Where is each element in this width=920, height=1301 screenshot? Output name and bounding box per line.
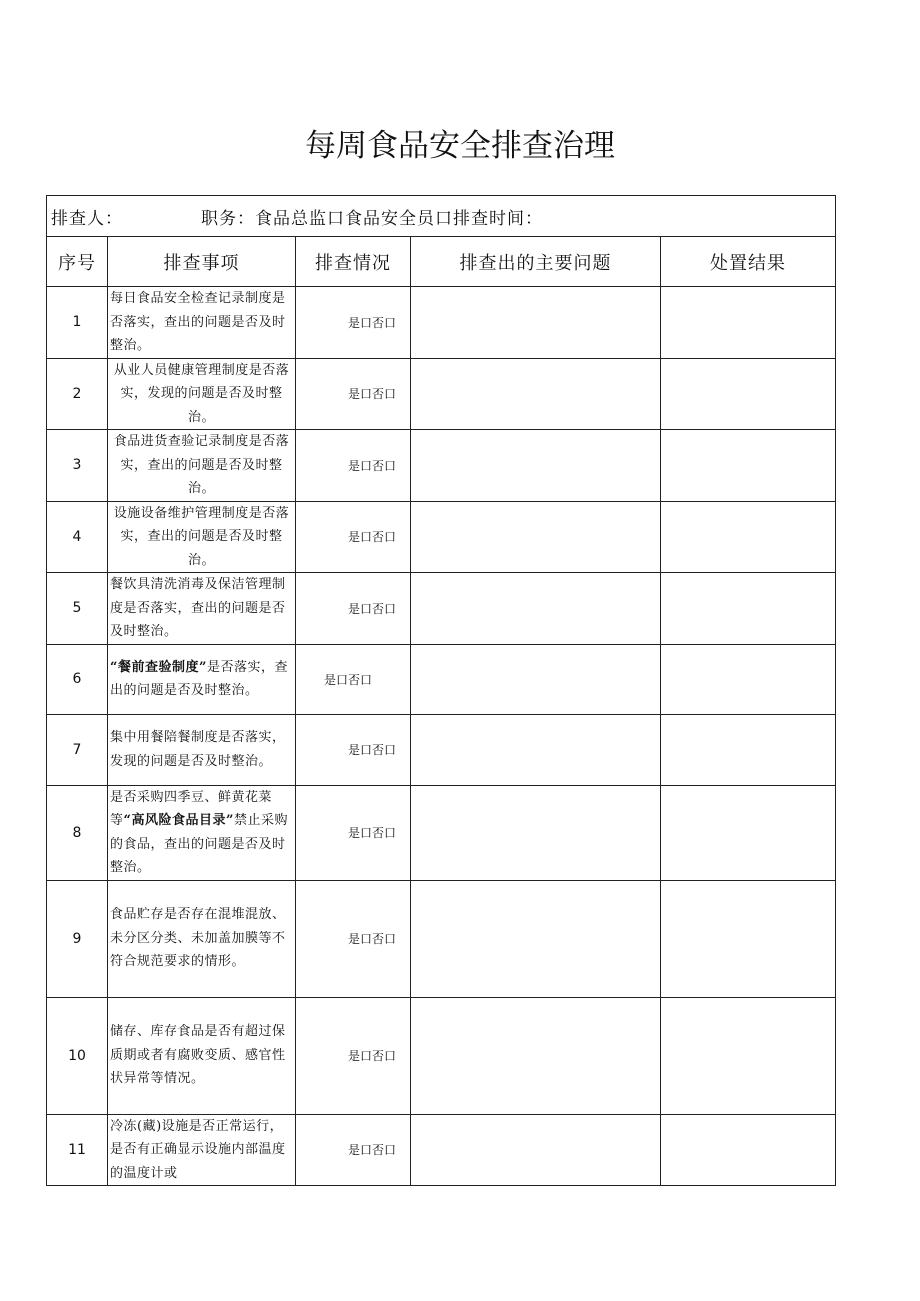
row-status: 是口否口 [296, 997, 411, 1114]
row-problems-cell[interactable] [411, 358, 661, 430]
row-problems-cell[interactable] [411, 501, 661, 573]
row-status: 是口否口 [296, 358, 411, 430]
row-result-cell[interactable] [661, 573, 836, 645]
row-item-pre: 是否采购四季豆、鲜黄花菜等 [110, 789, 273, 828]
row-item-bold: “餐前查验制度” [110, 659, 207, 675]
info-row [47, 196, 836, 237]
row-item-post: 设施设备维护管理制度是否落实，查出的问题是否及时整治。 [113, 505, 290, 568]
position-label: 职务：食品总监口食品安全员口排查时间： [201, 208, 543, 229]
row-item-post: 禁止采购的食品，查出的问题是否及时整治。 [110, 813, 288, 875]
row-number: 8 [47, 785, 108, 880]
row-item-post: 每日食品安全检查记录制度是否落实，查出的问题是否及时整治。 [110, 291, 286, 353]
row-number: 6 [47, 644, 108, 714]
table-row [47, 573, 836, 645]
table-row [47, 358, 836, 430]
table-row [47, 287, 836, 359]
row-status: 是口否口 [296, 501, 411, 573]
row-item [108, 573, 296, 645]
header-item: 排查事项 [108, 237, 296, 287]
row-result-cell[interactable] [661, 1114, 836, 1186]
table-row [47, 997, 836, 1114]
row-item [108, 1114, 296, 1186]
header-status: 排查情况 [296, 237, 411, 287]
row-item [108, 644, 296, 714]
row-problems-cell[interactable] [411, 880, 661, 997]
header-no: 序号 [47, 237, 108, 287]
row-result-cell[interactable] [661, 430, 836, 502]
row-item-post: 是否落实，查出的问题是否及时整治。 [110, 659, 288, 698]
table-row [47, 501, 836, 573]
row-item [108, 287, 296, 359]
row-item [108, 358, 296, 430]
table-row [47, 1114, 836, 1186]
header-result: 处置结果 [661, 237, 836, 287]
row-result-cell[interactable] [661, 880, 836, 997]
row-number: 4 [47, 501, 108, 573]
row-status: 是口否口 [296, 430, 411, 502]
row-item [108, 880, 296, 997]
row-number: 9 [47, 880, 108, 997]
row-item-post: 冷冻(藏)设施是否正常运行，是否有正确显示设施内部温度的温度计或 [110, 1118, 286, 1181]
row-result-cell[interactable] [661, 287, 836, 359]
row-status: 是口否口 [296, 573, 411, 645]
row-item-bold: “高风险食品目录” [123, 813, 234, 828]
row-status: 是口否口 [296, 785, 411, 880]
row-number: 11 [47, 1114, 108, 1186]
table-row [47, 714, 836, 785]
header-problems: 排查出的主要问题 [411, 237, 661, 287]
row-result-cell[interactable] [661, 785, 836, 880]
row-result-cell[interactable] [661, 714, 836, 785]
row-item [108, 501, 296, 573]
row-status: 是口否口 [296, 644, 411, 714]
row-result-cell[interactable] [661, 358, 836, 430]
info-cell [47, 196, 836, 237]
row-problems-cell[interactable] [411, 1114, 661, 1186]
row-result-cell[interactable] [661, 997, 836, 1114]
row-item-post: 集中用餐陪餐制度是否落实，发现的问题是否及时整治。 [110, 730, 286, 769]
row-problems-cell[interactable] [411, 573, 661, 645]
row-problems-cell[interactable] [411, 714, 661, 785]
row-item-post: 从业人员健康管理制度是否落实，发现的问题是否及时整治。 [113, 362, 290, 425]
inspector-label: 排查人： [51, 208, 123, 229]
page-title: 每周食品安全排查治理 [305, 128, 615, 164]
table-row [47, 880, 836, 997]
inspection-table [46, 195, 836, 1186]
table-row [47, 644, 836, 714]
row-item [108, 430, 296, 502]
row-number: 1 [47, 287, 108, 359]
table-row [47, 430, 836, 502]
row-item [108, 997, 296, 1114]
row-number: 10 [47, 997, 108, 1114]
row-item [108, 714, 296, 785]
row-status: 是口否口 [296, 880, 411, 997]
row-problems-cell[interactable] [411, 644, 661, 714]
row-number: 5 [47, 573, 108, 645]
row-problems-cell[interactable] [411, 785, 661, 880]
row-number: 2 [47, 358, 108, 430]
header-row [47, 237, 836, 287]
row-item-post: 食品进货查验记录制度是否落实，查出的问题是否及时整治。 [113, 434, 290, 496]
row-problems-cell[interactable] [411, 997, 661, 1114]
row-status: 是口否口 [296, 287, 411, 359]
row-number: 3 [47, 430, 108, 502]
row-result-cell[interactable] [661, 501, 836, 573]
row-item [108, 785, 296, 880]
row-number: 7 [47, 714, 108, 785]
row-item-post: 餐饮具清洗消毒及保洁管理制度是否落实，查出的问题是否及时整治。 [110, 577, 286, 639]
row-status: 是口否口 [296, 714, 411, 785]
row-problems-cell[interactable] [411, 430, 661, 502]
row-result-cell[interactable] [661, 644, 836, 714]
row-problems-cell[interactable] [411, 287, 661, 359]
row-item-post: 储存、库存食品是否有超过保质期或者有腐败变质、感官性状异常等情况。 [110, 1024, 286, 1087]
row-status: 是口否口 [296, 1114, 411, 1186]
table-row [47, 785, 836, 880]
row-item-post: 食品贮存是否存在混堆混放、未分区分类、未加盖加膜等不符合规范要求的情形。 [110, 907, 286, 970]
